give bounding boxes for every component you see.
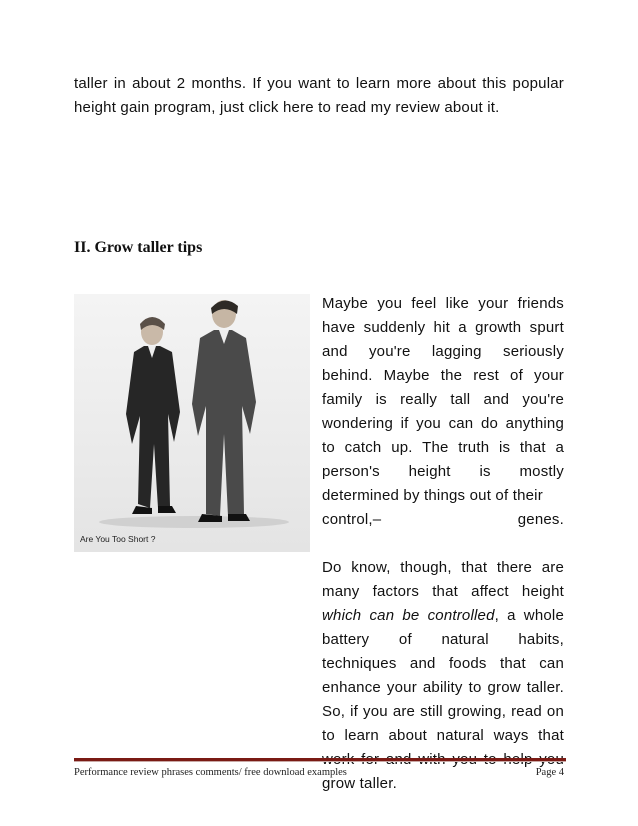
- paragraph-1-last-line: control,– genes.: [322, 511, 564, 528]
- paragraph-2-text-start: Do know, though, that there are many factors that affect height: [322, 559, 564, 600]
- paragraph-2-emphasis: which can be controlled: [322, 607, 495, 624]
- paragraph-1: [322, 292, 564, 532]
- footer-divider: [74, 758, 566, 762]
- page-footer: [74, 767, 564, 778]
- photo-illustration: [74, 294, 310, 552]
- photo-two-men: [74, 294, 310, 552]
- paragraph-1-text: Maybe you feel like your friends have suddenly hit a growth spurt and you're lagging seriously behind. Maybe the rest of your family is really tall and you're wondering if you can do anything to catch up. The truth is that a person's height is mostly determined by things out of their: [322, 295, 564, 504]
- intro-paragraph: taller in about 2 months. If you want to learn more about this popular height gain program, just click here to read my review about it.: [74, 75, 564, 116]
- right-text-column: [322, 292, 564, 796]
- page-number: Page 4: [535, 767, 564, 778]
- section-heading: II. Grow taller tips: [74, 239, 203, 256]
- photo-caption: Are You Too Short ?: [80, 534, 156, 544]
- footer-title: Performance review phrases comments/ free download examples: [74, 767, 347, 778]
- paragraph-2-text-end: , a whole battery of natural habits, techniques and foods that can enhance your ability to grow taller. So, if you are still growing, read on to learn about natural ways that grow taller.: [322, 607, 564, 792]
